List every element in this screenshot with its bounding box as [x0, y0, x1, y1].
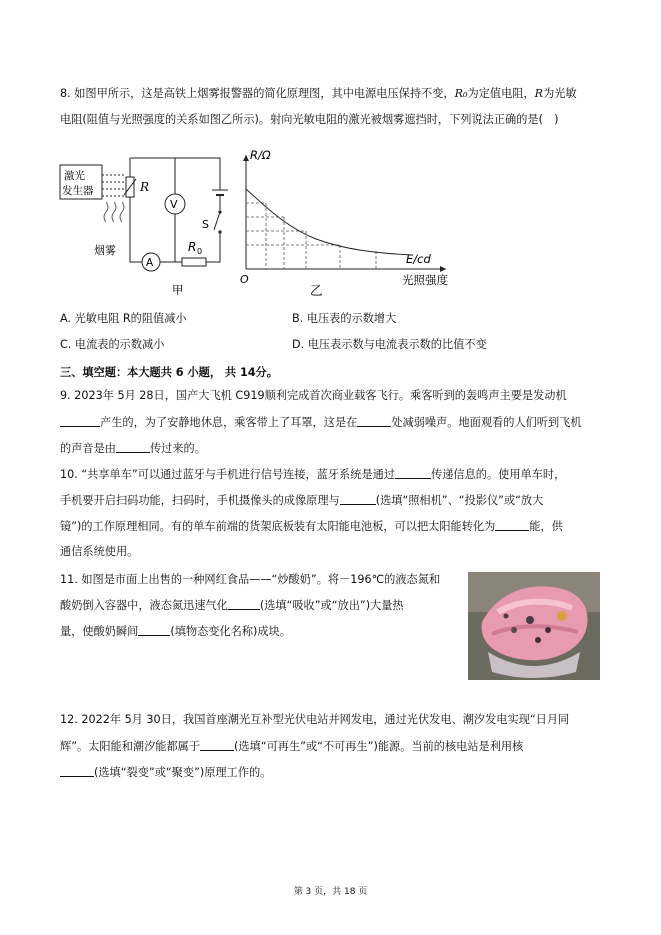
ammeter-label: A: [146, 257, 154, 269]
switch-icon: [214, 212, 220, 230]
x-axis-label: E/cd: [406, 252, 431, 266]
q11-line-1: 11. 如图是市面上出售的一种网红食品——“炒酸奶”。将－196℃的液态氮和: [60, 573, 441, 586]
q12-line-1: 12. 2022年 5月 30日，我国首座潮光互补型光伏电站并网发电，通过光伏发电、潮汐发电实现“日月同: [60, 713, 570, 726]
fried-yogurt-photo: [468, 572, 600, 680]
q9-line-2: [60, 414, 582, 431]
resistance-curve: [246, 189, 412, 255]
answer-blank[interactable]: [357, 414, 391, 427]
answer-blank[interactable]: [395, 466, 431, 479]
option-c[interactable]: C. 电流表的示数减小: [60, 338, 165, 351]
option-b[interactable]: B. 电压表的示数增大: [292, 312, 397, 325]
q12-line-2: [60, 738, 523, 755]
r0-subscript: 0: [197, 247, 203, 256]
q12-text: 辉”。太阳能和潮汐能都属于: [60, 740, 201, 753]
q10-line-1: [60, 466, 565, 483]
voltmeter-label: V: [170, 198, 178, 211]
q12-text: (选填“可再生”或“不可再生”)能源。当前的核电站是利用核: [234, 740, 524, 753]
q11-line-2: [60, 597, 404, 614]
q10-line-3: [60, 518, 563, 535]
answer-blank[interactable]: [200, 738, 234, 751]
answer-blank[interactable]: [228, 597, 260, 610]
q10-text: 10. “共享单车”可以通过蓝牙与手机进行信号连接，蓝牙系统是通过: [60, 468, 396, 481]
r0-symbol: R₀: [454, 87, 468, 100]
resistance-light-graph: [236, 145, 466, 300]
q12-text: (选填“裂变”或“聚变”)原理工作的。: [94, 766, 272, 779]
q10-text: 传递信息的。使用单车时，: [431, 468, 566, 481]
q8-text: 为光敏: [543, 87, 577, 100]
switch-label: S: [202, 218, 209, 231]
figure-caption-jia: 甲: [172, 283, 184, 297]
circuit-wire: [130, 158, 142, 262]
q12-line-3: [60, 764, 271, 781]
answer-blank[interactable]: [60, 764, 94, 777]
x-axis-name: 光照强度: [402, 273, 448, 287]
r-symbol: R: [534, 87, 544, 100]
q10-line-4: 通信系统使用。: [60, 545, 139, 558]
q9-text: 产生的，为了安静地休息，乘客带上了耳罩，这是在: [100, 416, 358, 429]
q11-line-3: [60, 623, 291, 640]
q11-text: 酸奶倒入容器中，液态氮迅速气化: [60, 599, 228, 612]
q9-text: 的声音是由: [60, 442, 116, 455]
q9-line-3: [60, 440, 206, 457]
q10-text: 手机要开启扫码功能，扫码时，手机摄像头的成像原理与: [60, 494, 340, 507]
answer-blank[interactable]: [495, 518, 529, 531]
switch-icon: [218, 230, 221, 233]
q10-text: 能，供: [529, 520, 563, 533]
r0-label: R: [188, 240, 197, 254]
q10-text: 镜”)的工作原理相同。有的单车前端的货架底板装有太阳能电池板，可以把太阳能转化为: [60, 520, 496, 533]
laser-label-2: 发生器: [62, 185, 94, 197]
q11-text: (填物态变化名称)成块。: [170, 625, 291, 638]
option-d[interactable]: D. 电压表示数与电流表示数的比值不变: [292, 338, 487, 351]
option-a[interactable]: A. 光敏电阻 R的阻值减小: [60, 312, 187, 325]
circuit-wire: [206, 232, 220, 262]
origin-label: O: [240, 273, 249, 286]
circuit-diagram: [58, 150, 238, 298]
q9-text: 传过来的。: [149, 442, 206, 455]
q9-line-1: 9. 2023年 5月 28日，国产大飞机 C919顺利完成首次商业载客飞行。乘客听到的轰鸣声主要是发动机: [60, 389, 567, 402]
answer-blank[interactable]: [116, 440, 150, 453]
photoresistor-label: R: [140, 180, 150, 194]
q8-line-1: [60, 86, 577, 102]
section-header: 三、填空题：本大题共 6 小题， 共 14分。: [60, 366, 278, 379]
q8-line-2: 电阻(阻值与光照强度的关系如图乙所示)。射向光敏电阻的激光被烟雾遮挡时，下列说法正确的是( ): [60, 113, 559, 126]
q8-text: 为定值电阻，: [467, 87, 535, 100]
q10-line-2: [60, 492, 543, 509]
smoke-icon: [104, 202, 124, 222]
q9-text: 处减弱噪声。地面观看的人们听到飞机: [391, 416, 582, 429]
answer-blank[interactable]: [138, 623, 170, 636]
r0-resistor-icon: [182, 258, 206, 266]
q8-text: 8. 如图甲所示，这是高铁上烟雾报警器的简化原理图，其中电源电压保持不变，: [60, 87, 455, 100]
y-axis-label: R/Ω: [250, 148, 271, 162]
q11-text: (选填“吸收”或“放出”)大量热: [259, 599, 404, 612]
page-footer: 第 3 页，共 18 页: [293, 887, 368, 897]
smoke-label: 烟雾: [94, 244, 116, 257]
figure-caption-yi: 乙: [310, 283, 323, 298]
q10-text: (选填“照相机”、“投影仪”或“放大: [375, 494, 544, 507]
graph-dashed-grid: [246, 203, 376, 269]
answer-blank[interactable]: [60, 414, 100, 427]
laser-label-1: 激光: [64, 170, 85, 182]
q11-text: 量，使酸奶瞬间: [60, 625, 139, 638]
answer-blank[interactable]: [340, 492, 376, 505]
